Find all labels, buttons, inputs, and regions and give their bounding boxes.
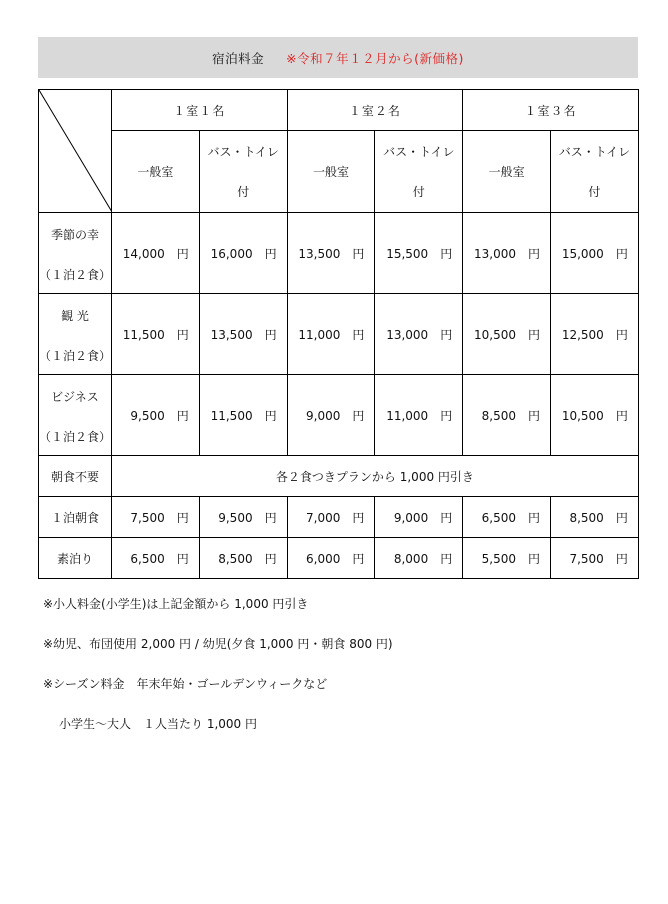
price-notice: ※令和７年１２月から(新価格) xyxy=(286,50,464,66)
room-type-bath-line: バス・トイレ xyxy=(383,144,455,159)
price-cell xyxy=(375,213,463,294)
room-type-bath-line: バス・トイレ xyxy=(207,144,279,159)
plan-name-cell xyxy=(39,213,112,294)
price-value: 6,500 xyxy=(130,551,165,566)
price-value: 16,000 xyxy=(210,246,253,261)
price-cell xyxy=(551,538,639,579)
plan-subtitle: （１泊２食） xyxy=(39,430,112,444)
page-title: 宿泊料金 xyxy=(212,50,265,66)
yen-unit: 円 xyxy=(440,408,453,423)
note-season-price: ※シーズン料金 年末年始・ゴールデンウィークなど xyxy=(43,677,328,691)
price-cell xyxy=(551,294,639,375)
yen-unit: 円 xyxy=(352,510,365,525)
yen-unit: 円 xyxy=(352,246,365,261)
price-value: 8,500 xyxy=(218,551,253,566)
price-cell xyxy=(287,294,375,375)
plan-name: ビジネス xyxy=(51,390,99,404)
room-type-bath-line: 付 xyxy=(412,184,425,199)
yen-unit: 円 xyxy=(528,551,541,566)
yen-unit: 円 xyxy=(264,510,277,525)
note-child-price: ※小人料金(小学生)は上記金額から 1,000 円引き xyxy=(43,597,309,611)
yen-unit: 円 xyxy=(615,510,628,525)
price-cell xyxy=(199,538,287,579)
room-type-standard: 一般室 xyxy=(463,131,551,213)
price-value: 13,000 xyxy=(386,327,429,342)
yen-unit: 円 xyxy=(440,551,453,566)
yen-unit: 円 xyxy=(440,246,453,261)
price-value: 10,500 xyxy=(474,327,516,342)
price-value: 13,000 xyxy=(474,246,516,261)
no-breakfast-row xyxy=(39,456,639,497)
corner-cell xyxy=(39,90,112,213)
price-value: 11,000 xyxy=(298,327,341,342)
plan-name: 素泊り xyxy=(39,538,112,579)
plan-subtitle: （１泊２食） xyxy=(39,268,112,282)
yen-unit: 円 xyxy=(352,551,365,566)
price-cell xyxy=(375,497,463,538)
price-value: 6,000 xyxy=(306,551,341,566)
price-value: 7,500 xyxy=(130,510,165,525)
room-type-bath xyxy=(199,131,287,213)
price-cell xyxy=(112,213,200,294)
price-value: 11,500 xyxy=(122,327,165,342)
plan-name: 朝食不要 xyxy=(39,456,112,497)
yen-unit: 円 xyxy=(615,246,628,261)
price-cell xyxy=(199,294,287,375)
yen-unit: 円 xyxy=(615,327,628,342)
price-value: 13,500 xyxy=(210,327,253,342)
price-cell xyxy=(463,294,551,375)
price-cell xyxy=(463,375,551,456)
price-cell xyxy=(463,538,551,579)
price-value: 11,000 xyxy=(386,408,429,423)
room-type-bath xyxy=(375,131,463,213)
price-value: 7,500 xyxy=(569,551,604,566)
room-type-bath-line: バス・トイレ xyxy=(558,144,631,159)
price-value: 8,500 xyxy=(569,510,604,525)
notes xyxy=(43,596,393,756)
price-cell xyxy=(287,497,375,538)
price-cell xyxy=(112,375,200,456)
price-value: 9,500 xyxy=(218,510,253,525)
diagonal-line xyxy=(39,90,112,212)
price-value: 8,500 xyxy=(481,408,516,423)
yen-unit: 円 xyxy=(528,327,541,342)
yen-unit: 円 xyxy=(528,408,541,423)
price-value: 12,500 xyxy=(561,327,604,342)
plan-row xyxy=(39,213,639,294)
plan-row xyxy=(39,538,639,579)
header-banner xyxy=(38,37,638,78)
price-cell xyxy=(551,497,639,538)
price-value: 15,500 xyxy=(386,246,429,261)
price-cell xyxy=(551,213,639,294)
yen-unit: 円 xyxy=(528,246,541,261)
price-cell xyxy=(375,375,463,456)
plan-name: １泊朝食 xyxy=(39,497,112,538)
plan-row xyxy=(39,497,639,538)
price-cell xyxy=(112,497,200,538)
price-cell xyxy=(463,213,551,294)
price-value: 10,500 xyxy=(561,408,604,423)
yen-unit: 円 xyxy=(176,246,189,261)
room-group-header: １室３名 xyxy=(463,90,639,131)
yen-unit: 円 xyxy=(352,408,365,423)
price-value: 5,500 xyxy=(481,551,516,566)
price-value: 14,000 xyxy=(122,246,165,261)
yen-unit: 円 xyxy=(264,327,277,342)
price-cell xyxy=(287,213,375,294)
yen-unit: 円 xyxy=(264,246,277,261)
price-value: 9,000 xyxy=(306,408,341,423)
price-value: 15,000 xyxy=(561,246,604,261)
rate-table xyxy=(38,89,639,579)
price-cell xyxy=(287,375,375,456)
price-cell xyxy=(287,538,375,579)
price-value: 9,000 xyxy=(393,510,429,525)
room-type-bath-line: 付 xyxy=(588,184,601,199)
plan-row xyxy=(39,294,639,375)
yen-unit: 円 xyxy=(176,327,189,342)
yen-unit: 円 xyxy=(528,510,541,525)
price-value: 13,500 xyxy=(298,246,341,261)
price-cell xyxy=(375,294,463,375)
room-type-standard: 一般室 xyxy=(287,131,375,213)
yen-unit: 円 xyxy=(352,327,365,342)
note-infant-price: ※幼児、布団使用 2,000 円 / 幼児(夕食 1,000 円・朝食 800 円) xyxy=(43,637,393,651)
plan-row xyxy=(39,375,639,456)
yen-unit: 円 xyxy=(176,408,189,423)
price-value: 11,500 xyxy=(210,408,253,423)
yen-unit: 円 xyxy=(176,510,189,525)
yen-unit: 円 xyxy=(176,551,189,566)
yen-unit: 円 xyxy=(615,551,628,566)
room-group-header: １室２名 xyxy=(287,90,463,131)
plan-name: 季節の幸 xyxy=(50,228,99,242)
price-cell xyxy=(199,213,287,294)
plan-name-cell xyxy=(39,375,112,456)
plan-name: 観 光 xyxy=(61,309,89,323)
price-value: 6,500 xyxy=(481,510,516,525)
price-value: 7,000 xyxy=(306,510,341,525)
price-cell xyxy=(112,294,200,375)
yen-unit: 円 xyxy=(264,551,277,566)
yen-unit: 円 xyxy=(615,408,628,423)
yen-unit: 円 xyxy=(440,327,453,342)
no-breakfast-text: 各２食つきプランから 1,000 円引き xyxy=(112,456,639,497)
price-cell xyxy=(199,497,287,538)
room-group-header: １室１名 xyxy=(112,90,288,131)
price-cell xyxy=(551,375,639,456)
room-type-bath xyxy=(551,131,639,213)
price-cell xyxy=(375,538,463,579)
price-value: 8,000 xyxy=(393,551,429,566)
price-cell xyxy=(199,375,287,456)
room-type-bath-line: 付 xyxy=(237,184,250,199)
price-cell xyxy=(112,538,200,579)
plan-subtitle: （１泊２食） xyxy=(39,349,112,363)
note-season-detail: 小学生～大人 １人当たり 1,000 円 xyxy=(59,717,257,731)
price-value: 9,500 xyxy=(130,408,165,423)
room-type-standard: 一般室 xyxy=(112,131,200,213)
price-cell xyxy=(463,497,551,538)
yen-unit: 円 xyxy=(264,408,277,423)
yen-unit: 円 xyxy=(440,510,453,525)
plan-name-cell xyxy=(39,294,112,375)
